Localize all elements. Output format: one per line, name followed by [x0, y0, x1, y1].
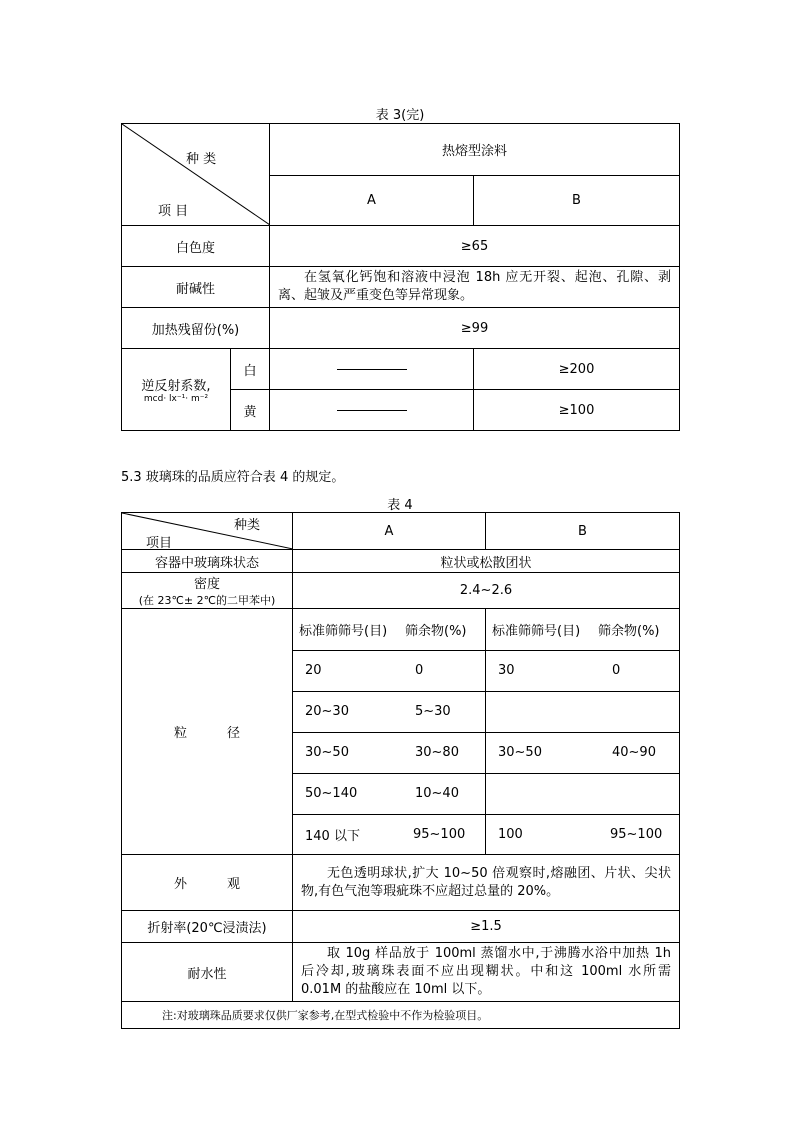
whiteness-label: 白色度 — [122, 226, 270, 267]
sieve-a-no: 50~140 — [293, 773, 405, 814]
header-kind: 种 类 — [186, 152, 217, 167]
sieve-a-no: 20 — [293, 650, 405, 691]
density-label-cell — [122, 573, 293, 609]
refraction-value: ≥1.5 — [293, 911, 680, 943]
appearance-label-2: 观 — [227, 877, 241, 892]
retro-unit: mcd· lx⁻¹· m⁻² — [143, 394, 209, 404]
sieve-b-rest: 40~90 — [598, 732, 680, 773]
table3 — [121, 123, 680, 431]
dash-line — [337, 410, 407, 411]
density-value: 2.4~2.6 — [293, 573, 680, 609]
density-label: 密度 — [193, 577, 220, 592]
table3-diagonal-header — [122, 124, 270, 226]
header-col-b: B — [486, 513, 680, 550]
residue-value: ≥99 — [270, 308, 680, 349]
retro-label: 逆反射系数, — [141, 379, 211, 394]
sieve-b-no: 30~50 — [486, 732, 598, 773]
alkali-label: 耐碱性 — [122, 267, 270, 308]
sieve-b-rest: 0 — [598, 650, 680, 691]
table4-note: 注:对玻璃珠品质要求仅供厂家参考,在型式检验中不作为检验项目。 — [122, 1002, 680, 1029]
sieve-a-no: 140 以下 — [305, 828, 360, 844]
header-item: 项 目 — [158, 204, 189, 219]
state-label: 容器中玻璃珠状态 — [122, 550, 293, 573]
sieve-a-header-no: 标准筛筛号(目) — [293, 609, 405, 650]
yellow-a-dash — [270, 390, 474, 431]
table4-diagonal-header — [122, 513, 293, 550]
appearance-label-1: 外 — [173, 877, 187, 892]
white-label: 白 — [231, 349, 270, 390]
header-kind: 种类 — [234, 518, 261, 533]
table4-caption: 表 4 — [387, 498, 413, 513]
white-b: ≥200 — [474, 349, 680, 390]
size-label-1: 粒 — [173, 726, 187, 741]
sieve-b-header-no: 标准筛筛号(目) — [486, 609, 598, 650]
sieve-b-no — [486, 691, 598, 732]
retro-label-cell — [122, 349, 231, 431]
sieve-a-rest: 30~80 — [405, 732, 486, 773]
sieve-b-header-rest: 筛余物(%) — [598, 609, 680, 650]
header-col-b: B — [474, 175, 680, 226]
sieve-a-rest: 95~100 — [413, 826, 466, 842]
yellow-b: ≥100 — [474, 390, 680, 431]
header-col-a: A — [270, 175, 474, 226]
header-item: 项目 — [146, 536, 173, 551]
appearance-value: 无色透明球状,扩大 10~50 倍观察时,熔融团、片状、尖状物,有色气泡等瑕疵珠不应超过总量的 20%。 — [293, 855, 680, 911]
header-col-a: A — [293, 513, 486, 550]
size-label-2: 径 — [227, 726, 241, 741]
sieve-a-header-rest: 筛余物(%) — [405, 609, 486, 650]
sieve-a-cell — [293, 609, 486, 855]
sieve-a-rest: 0 — [405, 650, 486, 691]
alkali-value: 在氢氧化钙饱和溶液中浸泡 18h 应无开裂、起泡、孔隙、剥离、起皱及严重变色等异常现象。 — [270, 267, 680, 308]
sieve-a-no: 30~50 — [293, 732, 405, 773]
sieve-b-no — [486, 773, 598, 814]
residue-label: 加热残留份(%) — [122, 308, 270, 349]
sieve-b-no: 100 — [498, 826, 523, 842]
water-value: 取 10g 样品放于 100ml 蒸馏水中,于沸腾水浴中加热 1h 后冷却,玻璃珠表面不应出现糊状。中和这 100ml 水所需 0.01M 的盐酸应在 10ml 以下。 — [293, 943, 680, 1002]
table3-caption: 表 3(完) — [375, 108, 425, 123]
diagonal-line — [122, 124, 270, 225]
sieve-a-rest: 10~40 — [405, 773, 486, 814]
state-value: 粒状或松散团状 — [293, 550, 680, 573]
sieve-b-rest: 95~100 — [610, 826, 663, 842]
particle-size-label — [122, 609, 293, 855]
sieve-a-rest: 5~30 — [405, 691, 486, 732]
header-group: 热熔型涂料 — [270, 124, 680, 176]
water-label: 耐水性 — [122, 943, 293, 1002]
sieve-a-table — [293, 609, 486, 854]
sieve-b-no: 30 — [486, 650, 598, 691]
density-sub: (在 23℃± 2℃的二甲苯中) — [138, 594, 276, 607]
table4 — [121, 512, 680, 1029]
appearance-label — [122, 855, 293, 911]
sieve-b-cell — [486, 609, 680, 855]
whiteness-value: ≥65 — [270, 226, 680, 267]
refraction-label: 折射率(20℃浸渍法) — [122, 911, 293, 943]
white-a-dash — [270, 349, 474, 390]
sieve-b-table — [486, 609, 680, 854]
dash-line — [337, 369, 407, 370]
sieve-b-rest — [598, 773, 680, 814]
sieve-a-no: 20~30 — [293, 691, 405, 732]
section-5-3: 5.3 玻璃珠的品质应符合表 4 的规定。 — [121, 470, 345, 485]
sieve-b-rest — [598, 691, 680, 732]
yellow-label: 黄 — [231, 390, 270, 431]
